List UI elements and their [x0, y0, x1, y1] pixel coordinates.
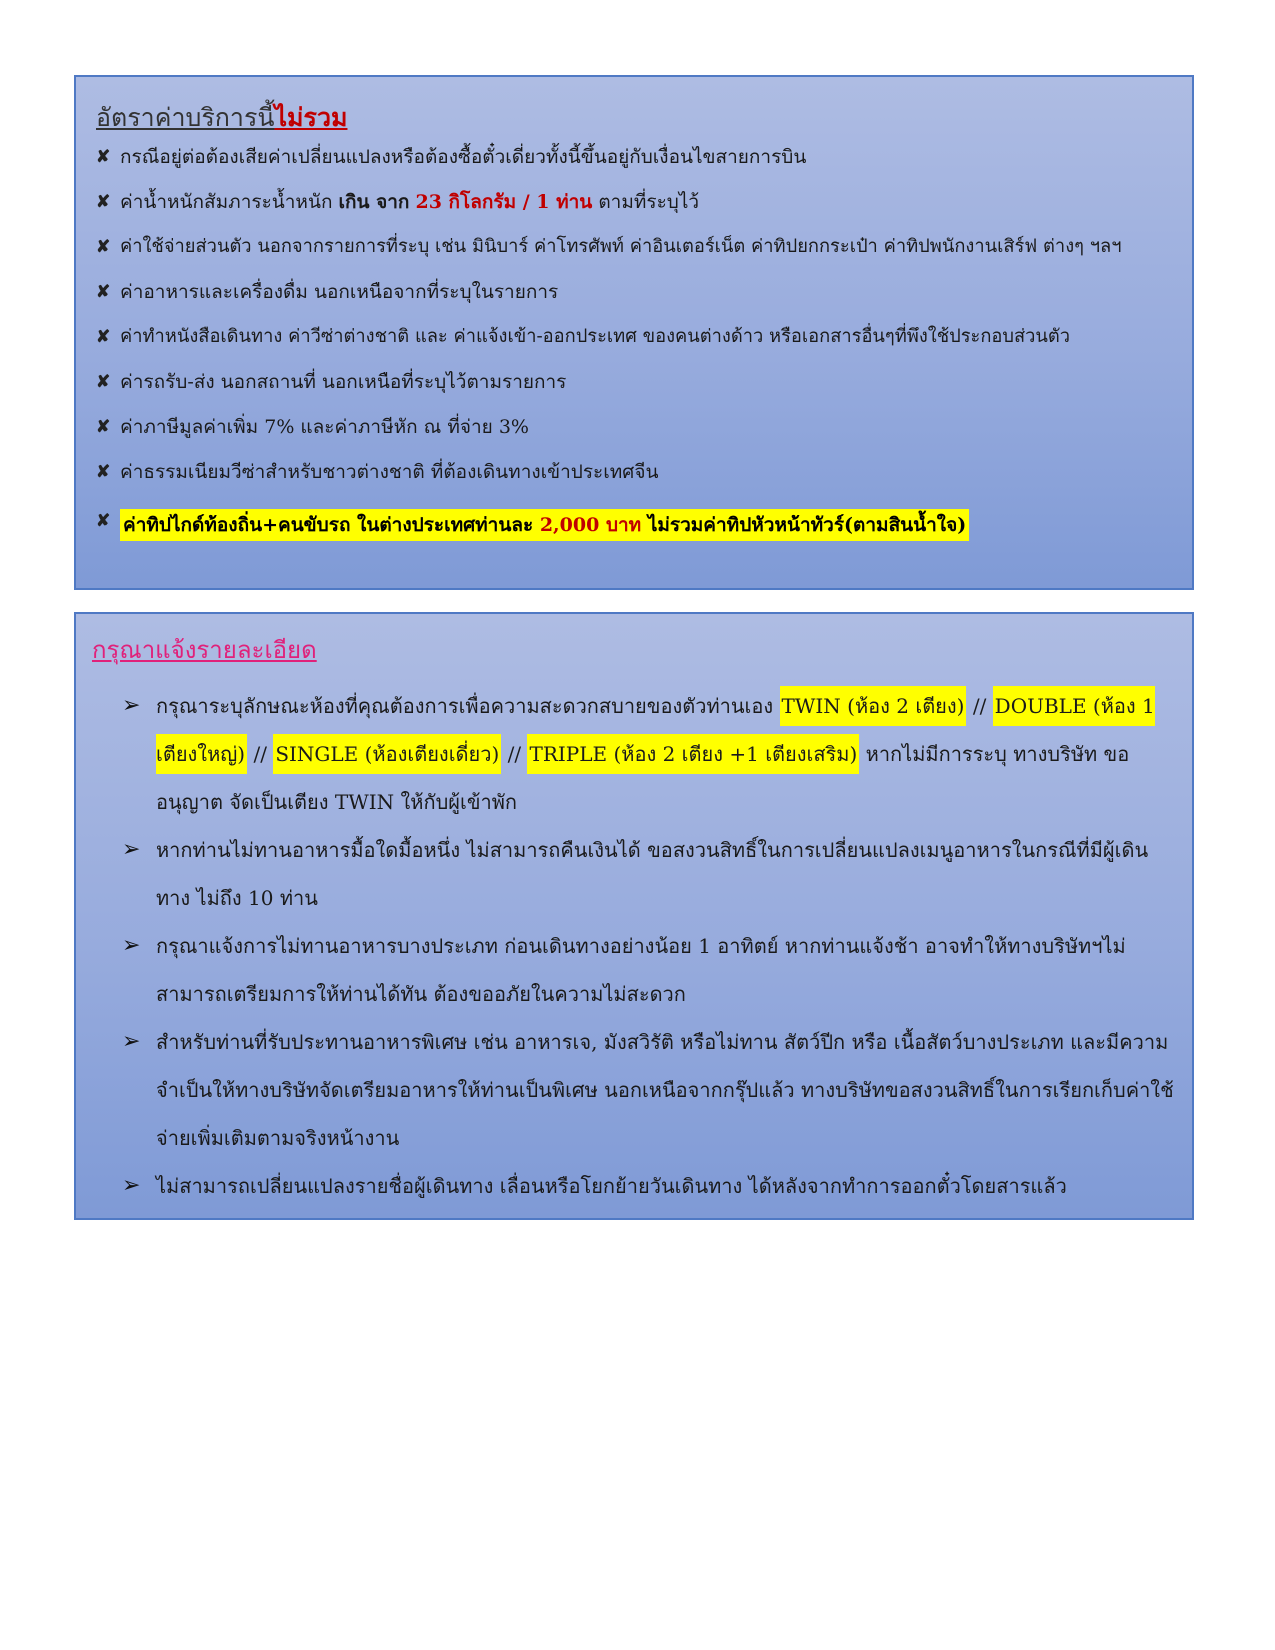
room-sep: // [972, 694, 987, 718]
notice-list [92, 682, 1174, 1210]
x-mark-icon: ✘ [96, 237, 111, 257]
arrow-icon: ➢ [122, 1173, 141, 1198]
x-mark-icon: ✘ [96, 147, 111, 167]
list-item-room [122, 682, 1174, 826]
list-item [122, 922, 1174, 1018]
room-post: หากไม่มีการระบุ ทางบริษัท ขออนุญาต จัดเป็นเตียง TWIN ให้กับผู้เข้าพัก [156, 742, 1130, 814]
list-item [122, 1162, 1174, 1210]
list-item [122, 826, 1174, 922]
list-item-tip [96, 509, 1174, 554]
list-item [96, 235, 1174, 280]
tip-pre: ค่าทิปไกด์ท้องถิ่น+คนขับรถ ในต่างประเทศท่านละ [123, 514, 534, 536]
arrow-icon: ➢ [122, 693, 141, 718]
arrow-icon: ➢ [122, 933, 141, 958]
list-item-text [120, 190, 699, 214]
room-sep: // [507, 742, 522, 766]
tip-highlight [120, 509, 969, 541]
room-text [156, 682, 1174, 826]
notice-title: กรุณาแจ้งรายละเอียด [92, 636, 317, 664]
list-item-text: หากท่านไม่ทานอาหารมื้อใดมื้อหนึ่ง ไม่สามารถคืนเงินได้ ขอสงวนสิทธิ์ในการเปลี่ยนแปลงเมนูอาหารในกรณีที่มีผู้เดินทาง ไม่ถึง 10 ท่าน [156, 838, 1149, 910]
list-item-text: สำหรับท่านที่รับประทานอาหารพิเศษ เช่น อาหารเจ, มังสวิรัติ หรือไม่ทาน สัตว์ปีก หรือ เนื้อสัตว์บางประเภท และมีความจำเป็นให้ทางบริษัทจัดเตรียมอาหารให้ท่านเป็นพิเศษ นอกเหนือจากกรุ๊ปแล้ว ทางบริษัทขอสงวนสิทธิ์ในการเรียกเก็บค่าใช้จ่ายเพิ่มเติมตามจริงหน้างาน [156, 1030, 1174, 1150]
exclusions-title [96, 99, 1174, 137]
list-item [96, 280, 1174, 325]
room-sep: // [253, 742, 267, 766]
x-mark-icon: ✘ [96, 417, 111, 437]
room-pre: กรุณาระบุลักษณะห้องที่คุณต้องการเพื่อความสะดวกสบายของตัวท่านเอง [156, 694, 774, 718]
notice-box [74, 612, 1194, 1220]
room-single: SINGLE (ห้องเตียงเดี่ยว) [273, 734, 501, 774]
list-item-text: ค่าใช้จ่ายส่วนตัว นอกจากรายการที่ระบุ เช่น มินิบาร์ ค่าโทรศัพท์ ค่าอินเตอร์เน็ต ค่าทิปยกกระเป๋า ค่าทิปพนักงานเสิร์ฟ ต่างๆ ฯลฯ [120, 236, 1122, 257]
x-mark-icon: ✘ [96, 462, 111, 482]
x-mark-icon: ✘ [96, 511, 111, 531]
exclusions-list [96, 145, 1174, 554]
list-item-text: ค่าธรรมเนียมวีซ่าสำหรับชาวต่างชาติ ที่ต้องเดินทางเข้าประเทศจีน [120, 461, 659, 483]
list-item [96, 190, 1174, 235]
list-item [122, 1018, 1174, 1162]
list-item [96, 460, 1174, 505]
list-item-text: ค่าอาหารและเครื่องดื่ม นอกเหนือจากที่ระบุในรายการ [120, 281, 559, 303]
exclusions-box [74, 75, 1194, 590]
arrow-icon: ➢ [122, 1029, 141, 1054]
list-item-text: กรุณาแจ้งการไม่ทานอาหารบางประเภท ก่อนเดินทางอย่างน้อย 1 อาทิตย์ หากท่านแจ้งช้า อาจทำให้ทางบริษัทฯไม่สามารถเตรียมการให้ท่านได้ทัน ต้องขออภัยในความไม่สะดวก [156, 934, 1126, 1006]
arrow-icon: ➢ [122, 837, 141, 862]
list-item [96, 370, 1174, 415]
list-item-text: กรณีอยู่ต่อต้องเสียค่าเปลี่ยนแปลงหรือต้องซื้อตั๋วเดี่ยวทั้งนี้ขึ้นอยู่กับเงื่อนไขสายการบิน [120, 146, 807, 168]
x-mark-icon: ✘ [96, 327, 111, 347]
list-item-text: ค่าทำหนังสือเดินทาง ค่าวีซ่าต่างชาติ และ ค่าแจ้งเข้า-ออกประเทศ ของคนต่างด้าว หรือเอกสารอื่นๆที่พึงใช้ประกอบส่วนตัว [120, 326, 1071, 347]
x-mark-icon: ✘ [96, 192, 111, 212]
room-double: DOUBLE (ห้อง 1 เตียงใหญ่) [156, 686, 1155, 774]
room-triple: TRIPLE (ห้อง 2 เตียง +1 เตียงเสริม) [527, 734, 859, 774]
list-item [96, 415, 1174, 460]
list-item-text: ค่ารถรับ-ส่ง นอกสถานที่ นอกเหนือที่ระบุไว้ตามรายการ [120, 371, 567, 393]
x-mark-icon: ✘ [96, 372, 111, 392]
baggage-text: ค่าน้ำหนักสัมภาระน้ำหนัก [120, 191, 333, 213]
baggage-limit: 23 กิโลกรัม / 1 ท่าน [415, 191, 593, 213]
exclusions-title-prefix: อัตราค่าบริการนี้ [96, 103, 275, 132]
baggage-bold: เกิน จาก [338, 191, 410, 213]
list-item [96, 325, 1174, 370]
tip-post: ไม่รวมค่าทิปหัวหน้าทัวร์(ตามสินน้ำใจ) [647, 514, 967, 536]
baggage-post: ตามที่ระบุไว้ [598, 191, 700, 213]
room-twin: TWIN (ห้อง 2 เตียง) [780, 686, 967, 726]
list-item-text: ค่าภาษีมูลค่าเพิ่ม 7% และค่าภาษีหัก ณ ที่จ่าย 3% [120, 416, 529, 438]
x-mark-icon: ✘ [96, 282, 111, 302]
list-item [96, 145, 1174, 190]
exclusions-title-emphasis: ไม่รวม [274, 103, 348, 132]
tip-amount: 2,000 บาท [539, 514, 642, 536]
list-item-text: ไม่สามารถเปลี่ยนแปลงรายชื่อผู้เดินทาง เลื่อนหรือโยกย้ายวันเดินทาง ได้หลังจากทำการออกตั๋วโดยสารแล้ว [156, 1174, 1067, 1198]
